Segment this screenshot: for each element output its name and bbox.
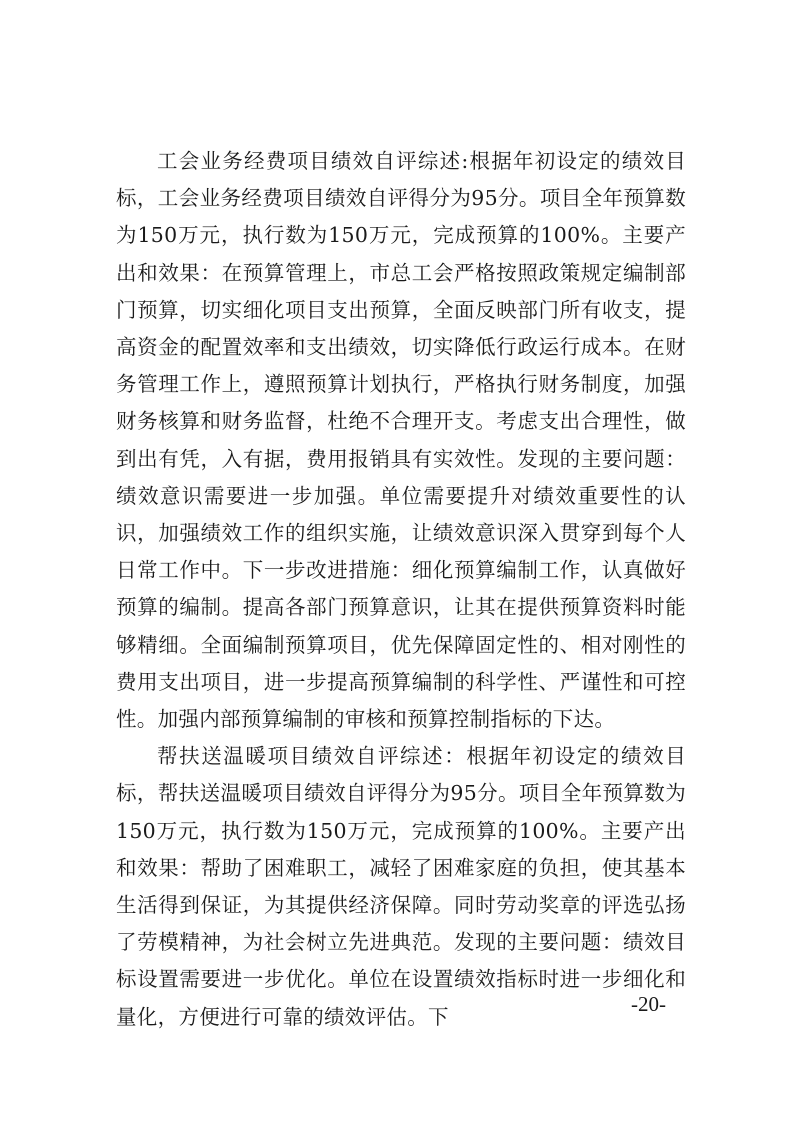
paragraph-assistance-warmth-project: 帮扶送温暖项目绩效自评综述：根据年初设定的绩效目标，帮扶送温暖项目绩效自评得分为95分。项目全年预算数为150万元，执行数为150万元，完成预算的100%。主要产出和效果：帮助了困难职工，减轻了困难家庭的负担，使其基本生活得到保证，为其提供经济保障。同时劳动奖章的评选弘扬了劳模精神，为社会树立先进典范。发现的主要问题：绩效目标设置需要进一步优化。单位在设置绩效指标时进一步细化和量化，方便进行可靠的绩效评估。下 xyxy=(116,744,686,1029)
document-body xyxy=(116,143,686,1036)
page-number: -20- xyxy=(631,992,666,1016)
paragraph-union-business-funds: 工会业务经费项目绩效自评综述:根据年初设定的绩效目标，工会业务经费项目绩效自评得分为95分。项目全年预算数为150万元，执行数为150万元，完成预算的100%。主要产出和效果：在预算管理上，市总工会严格按照政策规定编制部门预算，切实细化项目支出预算，全面反映部门所有收支，提高资金的配置效率和支出绩效，切实降低行政运行成本。在财务管理工作上，遵照预算计划执行，严格执行财务制度，加强财务核算和财务监督，杜绝不合理开支。考虑支出合理性，做到出有凭，入有据，费用报销具有实效性。发现的主要问题：绩效意识需要进一步加强。单位需要提升对绩效重要性的认识，加强绩效工作的组织实施，让绩效意识深入贯穿到每个人日常工作中。下一步改进措施：细化预算编制工作，认真做好预算的编制。提高各部门预算意识，让其在提供预算资料时能够精细。全面编制预算项目，优先保障固定性的、相对刚性的费用支出项目，进一步提高预算编制的科学性、严谨性和可控性。加强内部预算编制的审核和预算控制指标的下达。 xyxy=(116,149,686,732)
